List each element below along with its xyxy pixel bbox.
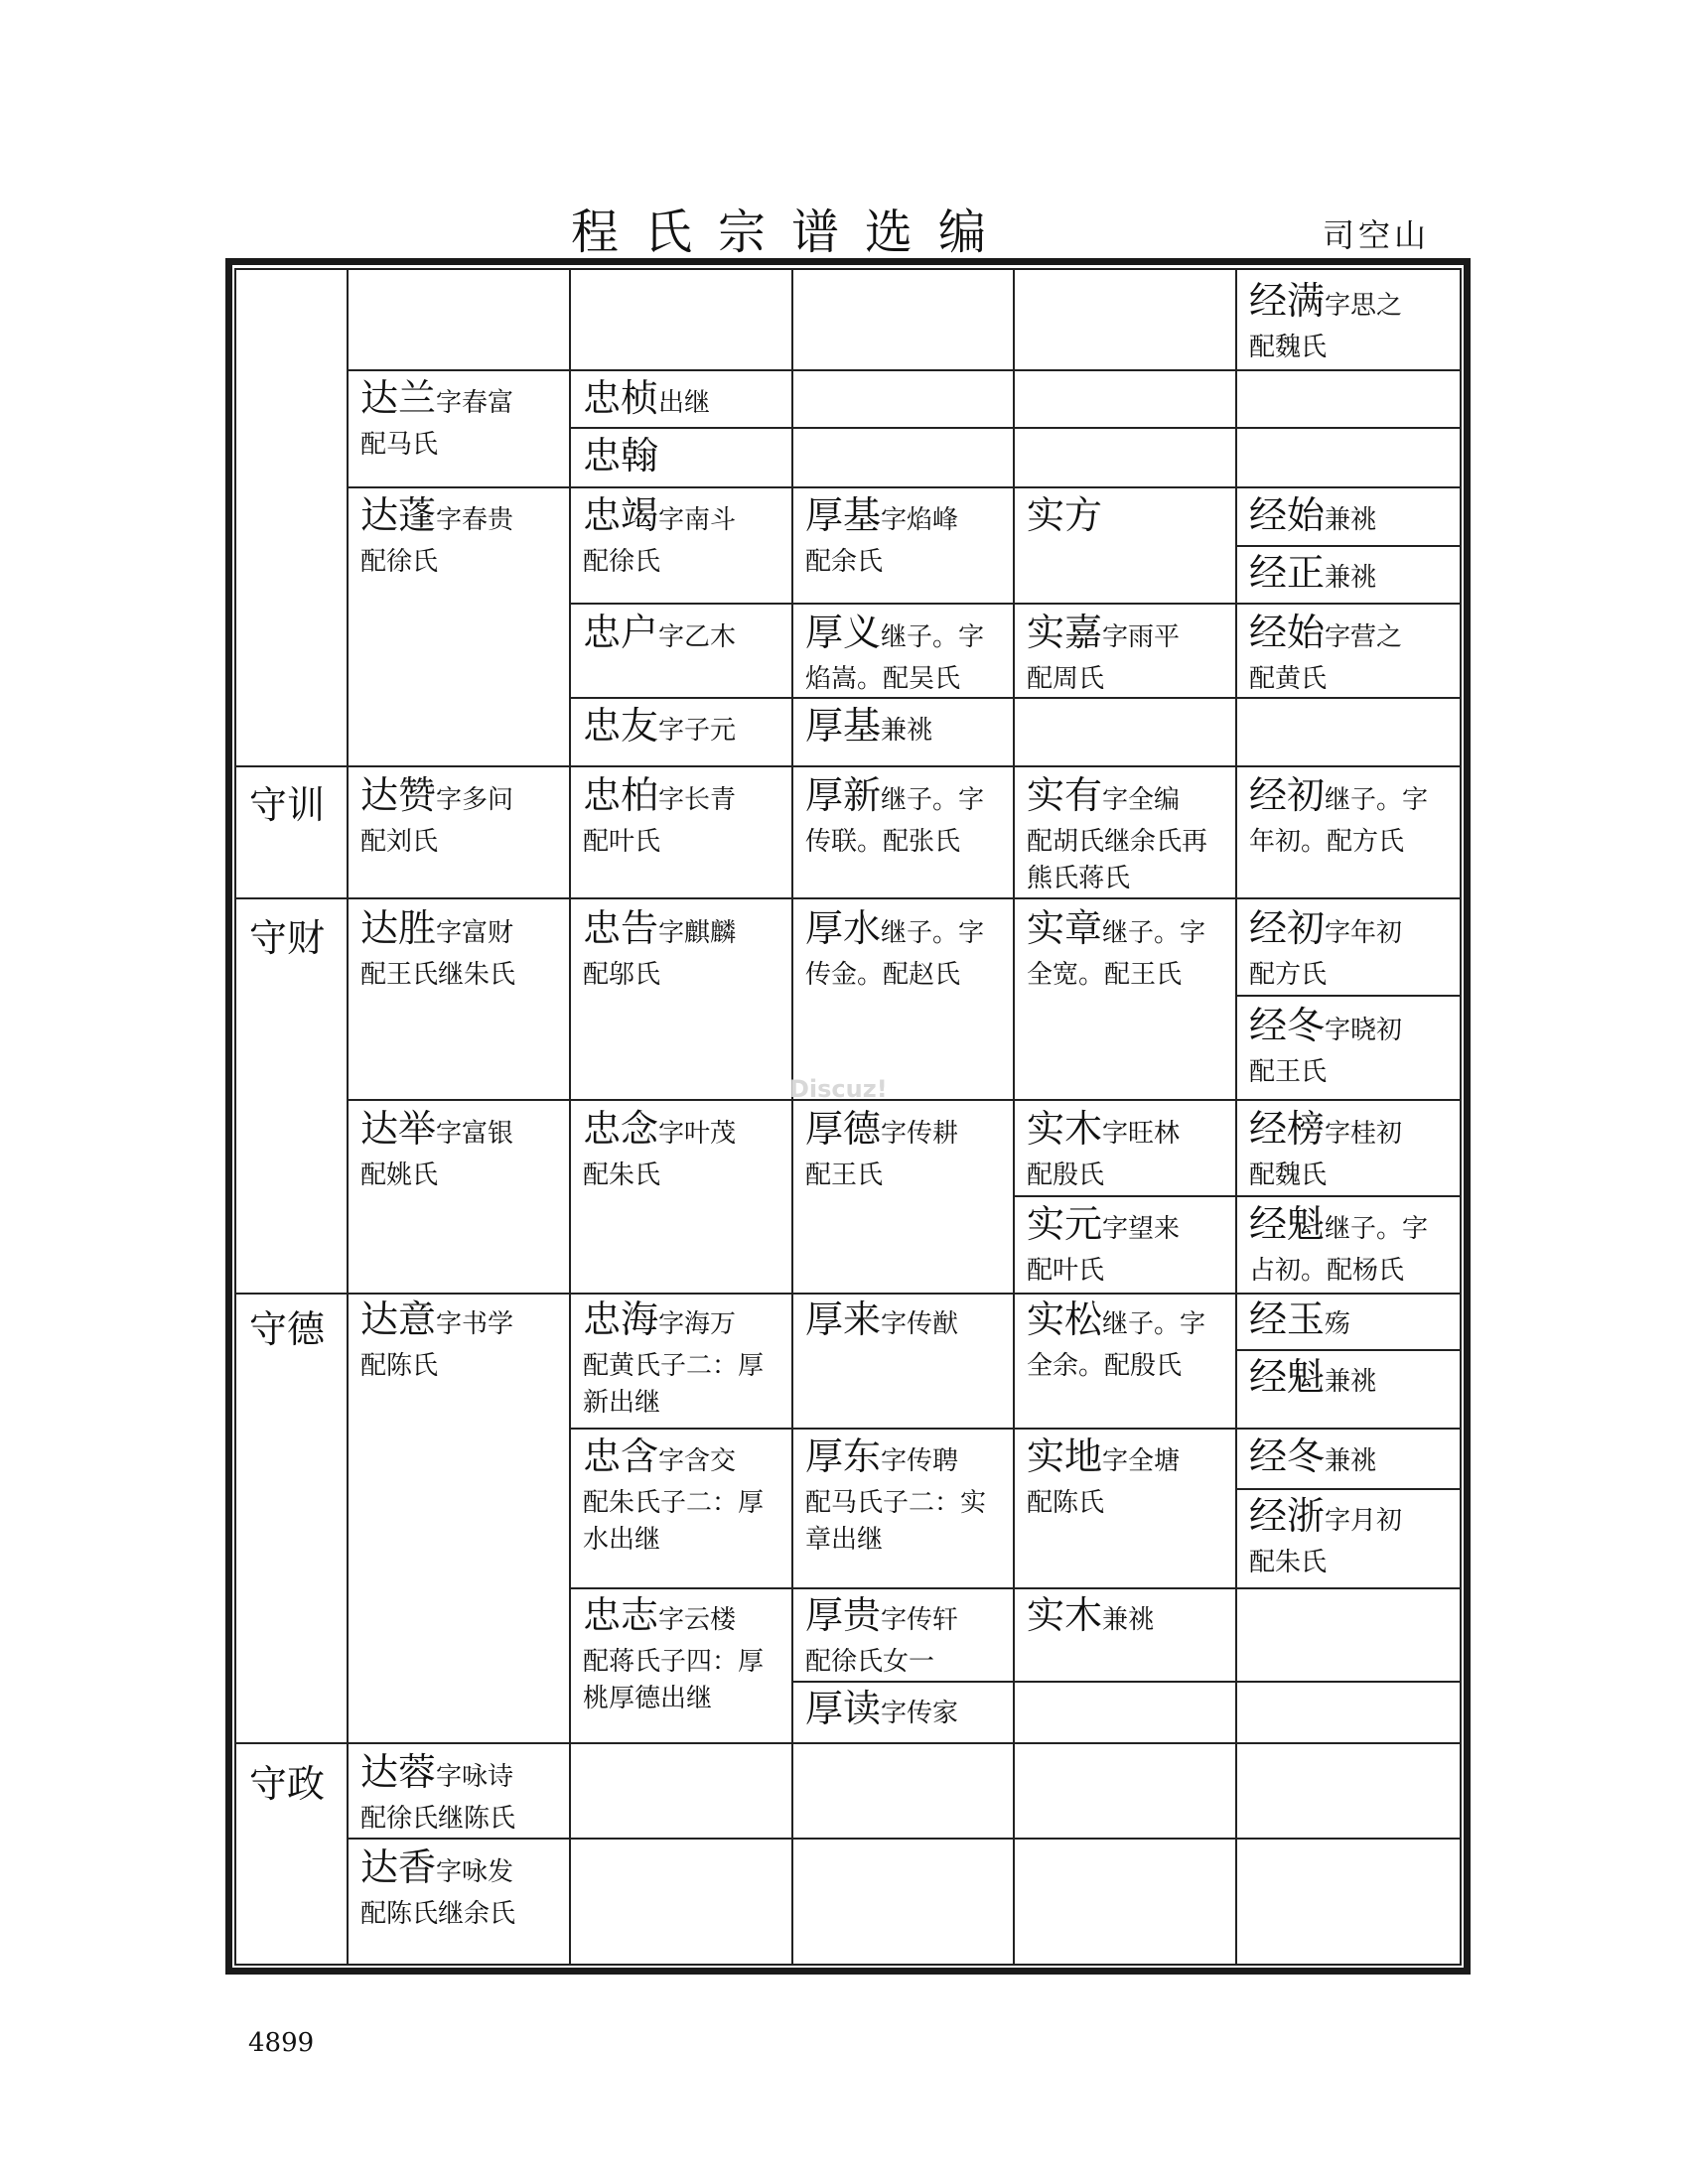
spouse-note: 配叶氏 xyxy=(583,826,661,857)
spouse-note: 配胡氏继余氏再熊氏蒋氏 xyxy=(1027,826,1208,894)
spouse-note: 占初。配杨氏 xyxy=(1249,1255,1405,1286)
courtesy-note: 继子。字 xyxy=(881,918,985,948)
person-name: 经初 xyxy=(1249,906,1326,950)
spouse-note: 配王氏 xyxy=(1249,1056,1328,1087)
spouse-note: 配马氏子二：实章出继 xyxy=(805,1487,987,1556)
person-cell xyxy=(1249,280,1454,366)
person-cell xyxy=(583,435,783,484)
grid-hline xyxy=(569,427,1462,429)
person-name: 厚水 xyxy=(805,906,882,950)
spouse-note: 配朱氏 xyxy=(1249,1547,1328,1577)
person-cell xyxy=(1027,1435,1227,1522)
person-name: 经正 xyxy=(1249,551,1326,595)
courtesy-note: 字全编 xyxy=(1102,785,1181,815)
spouse-note: 配陈氏继余氏 xyxy=(360,1898,516,1929)
person-cell xyxy=(583,1594,783,1718)
spouse-note: 配殷氏 xyxy=(1027,1160,1105,1190)
courtesy-note: 字旺林 xyxy=(1102,1119,1181,1149)
grid-hline xyxy=(234,1742,1462,1744)
person-name: 厚义 xyxy=(805,611,882,654)
person-name: 经始 xyxy=(1249,611,1326,654)
person-cell xyxy=(1027,494,1227,544)
person-cell xyxy=(583,774,783,861)
person-cell xyxy=(1027,1108,1227,1194)
spouse-note: 配蒋氏子四：厚桃厚德出继 xyxy=(583,1646,765,1714)
courtesy-note: 兼祧 xyxy=(1325,505,1377,535)
person-cell xyxy=(1027,1203,1227,1290)
courtesy-note: 继子。字 xyxy=(1325,785,1429,815)
person-cell xyxy=(1027,774,1227,898)
courtesy-note: 殇 xyxy=(1325,1309,1351,1339)
person-name: 实章 xyxy=(1027,906,1103,950)
spouse-note: 配陈氏 xyxy=(360,1350,439,1381)
person-name: 达举 xyxy=(360,1107,437,1151)
person-cell xyxy=(1249,1435,1454,1485)
person-cell xyxy=(1027,1594,1227,1644)
person-name: 厚贵 xyxy=(805,1593,882,1637)
courtesy-note: 字南斗 xyxy=(658,505,737,535)
courtesy-note: 字麒麟 xyxy=(658,918,737,948)
gen-name-shoucai: 守财 xyxy=(249,916,326,960)
person-name: 达兰 xyxy=(360,376,437,420)
courtesy-note: 字海万 xyxy=(658,1309,737,1339)
person-cell xyxy=(583,705,783,754)
courtesy-note: 继子。字 xyxy=(881,785,985,815)
spouse-note: 配朱氏 xyxy=(583,1160,661,1190)
spouse-note: 配王氏 xyxy=(805,1160,884,1190)
courtesy-note: 兼祧 xyxy=(881,716,933,746)
person-cell xyxy=(1249,1495,1454,1581)
spouse-note: 配魏氏 xyxy=(1249,332,1328,362)
courtesy-note: 字多问 xyxy=(436,785,514,815)
person-name: 达香 xyxy=(360,1845,437,1889)
spouse-note: 配徐氏继陈氏 xyxy=(360,1803,516,1834)
person-cell xyxy=(805,1688,1005,1737)
spouse-note: 配马氏 xyxy=(360,429,439,460)
person-name: 经魁 xyxy=(1249,1202,1326,1246)
person-cell xyxy=(583,612,783,661)
person-name: 厚东 xyxy=(805,1434,882,1478)
person-cell xyxy=(805,1108,1005,1194)
grid-vline xyxy=(347,270,349,1964)
person-cell xyxy=(360,494,561,581)
spouse-note: 配徐氏 xyxy=(360,546,439,577)
grid-hline xyxy=(234,897,1462,899)
person-name: 经初 xyxy=(1249,773,1326,817)
spouse-note: 配余氏 xyxy=(805,546,884,577)
courtesy-note: 字云楼 xyxy=(658,1605,737,1635)
person-name: 经榜 xyxy=(1249,1107,1326,1151)
person-name: 实方 xyxy=(1027,493,1103,537)
person-name: 实嘉 xyxy=(1027,611,1103,654)
spouse-note: 配叶氏 xyxy=(1027,1255,1105,1286)
courtesy-note: 字富银 xyxy=(436,1119,514,1149)
person-name: 达胜 xyxy=(360,906,437,950)
person-name: 厚德 xyxy=(805,1107,882,1151)
gen-name-shoude: 守德 xyxy=(249,1307,326,1351)
person-name: 经玉 xyxy=(1249,1297,1326,1341)
page-title: 程氏宗谱选编 xyxy=(571,205,1013,260)
person-cell xyxy=(583,907,783,994)
person-name: 实元 xyxy=(1027,1202,1103,1246)
spouse-note: 焰嵩。配吴氏 xyxy=(805,663,961,694)
courtesy-note: 字传轩 xyxy=(881,1605,959,1635)
person-cell xyxy=(805,1594,1005,1681)
spouse-note: 全宽。配王氏 xyxy=(1027,959,1183,990)
person-name: 实木 xyxy=(1027,1107,1103,1151)
person-cell xyxy=(1249,1356,1454,1406)
person-cell xyxy=(360,1108,561,1194)
person-name: 厚基 xyxy=(805,493,882,537)
courtesy-note: 兼祧 xyxy=(1325,1446,1377,1476)
spouse-note: 配邬氏 xyxy=(583,959,661,990)
courtesy-note: 出继 xyxy=(658,388,711,418)
person-name: 实地 xyxy=(1027,1434,1103,1478)
courtesy-note: 继子。字 xyxy=(1325,1214,1429,1244)
person-name: 达蓉 xyxy=(360,1750,437,1794)
person-cell xyxy=(360,1751,561,1838)
person-cell xyxy=(1249,1005,1454,1091)
spouse-note: 配刘氏 xyxy=(360,826,439,857)
courtesy-note: 字春富 xyxy=(436,388,514,418)
courtesy-note: 字思之 xyxy=(1325,291,1403,321)
person-name: 忠告 xyxy=(583,906,659,950)
person-cell xyxy=(1249,907,1454,994)
spouse-note: 配魏氏 xyxy=(1249,1160,1328,1190)
person-name: 实松 xyxy=(1027,1297,1103,1341)
courtesy-note: 字桂初 xyxy=(1325,1119,1403,1149)
courtesy-note: 字春贵 xyxy=(436,505,514,535)
grid-hline xyxy=(234,765,1462,767)
grid-hline xyxy=(1235,1488,1462,1490)
person-name: 忠柏 xyxy=(583,773,659,817)
spouse-note: 配姚氏 xyxy=(360,1160,439,1190)
person-name: 忠翰 xyxy=(583,434,659,478)
location-label: 司空山 xyxy=(1323,216,1431,254)
grid-hline xyxy=(347,1099,1462,1101)
grid-hline xyxy=(569,603,1462,605)
courtesy-note: 继子。字 xyxy=(881,622,985,652)
courtesy-note: 字晓初 xyxy=(1325,1016,1403,1045)
person-cell xyxy=(360,377,561,464)
spouse-note: 配黄氏子二：厚新出继 xyxy=(583,1350,765,1419)
spouse-note: 配王氏继朱氏 xyxy=(360,959,516,990)
watermark: Discuz! xyxy=(789,1075,888,1103)
courtesy-note: 字传猷 xyxy=(881,1309,959,1339)
courtesy-note: 字乙木 xyxy=(658,622,737,652)
spouse-note: 年初。配方氏 xyxy=(1249,826,1405,857)
person-name: 厚来 xyxy=(805,1297,882,1341)
courtesy-note: 字雨平 xyxy=(1102,622,1181,652)
spouse-note: 配黄氏 xyxy=(1249,663,1328,694)
person-name: 忠志 xyxy=(583,1593,659,1637)
person-cell xyxy=(805,612,1005,698)
person-name: 忠户 xyxy=(583,611,659,654)
page-number: 4899 xyxy=(248,2028,315,2058)
courtesy-note: 字望来 xyxy=(1102,1214,1181,1244)
person-name: 厚新 xyxy=(805,773,882,817)
grid-vline xyxy=(1013,270,1015,1964)
grid-hline xyxy=(347,486,1462,488)
person-name: 忠友 xyxy=(583,704,659,748)
courtesy-note: 兼祧 xyxy=(1102,1605,1155,1635)
person-name: 经浙 xyxy=(1249,1494,1326,1538)
person-name: 达蓬 xyxy=(360,493,437,537)
person-cell xyxy=(805,1435,1005,1560)
grid-hline xyxy=(569,1587,1462,1589)
person-name: 厚读 xyxy=(805,1687,882,1730)
person-cell xyxy=(583,494,783,581)
grid-hline xyxy=(569,1428,1462,1430)
courtesy-note: 字咏诗 xyxy=(436,1762,514,1792)
courtesy-note: 字传家 xyxy=(881,1699,959,1728)
courtesy-note: 兼祧 xyxy=(1325,1367,1377,1397)
person-name: 忠桢 xyxy=(583,376,659,420)
grid-hline xyxy=(1013,1195,1462,1197)
person-name: 经冬 xyxy=(1249,1004,1326,1047)
person-name: 达赞 xyxy=(360,773,437,817)
spouse-note: 配陈氏 xyxy=(1027,1487,1105,1518)
person-cell xyxy=(360,1298,561,1385)
spouse-note: 配周氏 xyxy=(1027,663,1105,694)
spouse-note: 配徐氏 xyxy=(583,546,661,577)
courtesy-note: 字长青 xyxy=(658,785,737,815)
person-cell xyxy=(360,907,561,994)
grid-vline xyxy=(1235,270,1237,1964)
courtesy-note: 字月初 xyxy=(1325,1506,1403,1536)
person-cell xyxy=(1249,1108,1454,1194)
person-name: 经始 xyxy=(1249,493,1326,537)
spouse-note: 传金。配赵氏 xyxy=(805,959,961,990)
courtesy-note: 字全塘 xyxy=(1102,1446,1181,1476)
grid-hline xyxy=(347,369,1462,371)
person-name: 实木 xyxy=(1027,1593,1103,1637)
spouse-note: 配方氏 xyxy=(1249,959,1328,990)
gen-name-shouzheng: 守政 xyxy=(249,1762,326,1806)
person-cell xyxy=(805,494,1005,581)
person-name: 忠竭 xyxy=(583,493,659,537)
person-cell xyxy=(805,907,1005,994)
grid-hline xyxy=(234,1293,1462,1295)
courtesy-note: 字子元 xyxy=(658,716,737,746)
person-cell xyxy=(583,377,783,427)
person-cell xyxy=(360,1846,561,1933)
courtesy-note: 继子。字 xyxy=(1102,918,1206,948)
person-cell xyxy=(583,1298,783,1423)
person-name: 经满 xyxy=(1249,279,1326,323)
person-cell xyxy=(360,774,561,861)
person-name: 厚基 xyxy=(805,704,882,748)
person-cell xyxy=(1249,552,1454,602)
person-name: 实有 xyxy=(1027,773,1103,817)
person-cell xyxy=(1027,907,1227,994)
courtesy-note: 兼祧 xyxy=(1325,563,1377,593)
person-cell xyxy=(1249,1203,1454,1290)
courtesy-note: 继子。字 xyxy=(1102,1309,1206,1339)
person-cell xyxy=(583,1435,783,1560)
person-cell xyxy=(1027,612,1227,698)
grid-vline xyxy=(791,270,793,1964)
courtesy-note: 字焰峰 xyxy=(881,505,959,535)
courtesy-note: 字营之 xyxy=(1325,622,1403,652)
person-name: 忠念 xyxy=(583,1107,659,1151)
person-cell xyxy=(805,705,1005,754)
person-name: 经魁 xyxy=(1249,1355,1326,1399)
courtesy-note: 字书学 xyxy=(436,1309,514,1339)
spouse-note: 传联。配张氏 xyxy=(805,826,961,857)
courtesy-note: 字叶茂 xyxy=(658,1119,737,1149)
person-cell xyxy=(1249,774,1454,861)
person-name: 达意 xyxy=(360,1297,437,1341)
person-cell xyxy=(583,1108,783,1194)
grid-hline xyxy=(1235,545,1462,547)
person-cell xyxy=(805,1298,1005,1348)
spouse-note: 配徐氏女一 xyxy=(805,1646,935,1677)
person-name: 忠含 xyxy=(583,1434,659,1478)
courtesy-note: 字咏发 xyxy=(436,1857,514,1887)
courtesy-note: 字含交 xyxy=(658,1446,737,1476)
person-cell xyxy=(805,774,1005,861)
grid-vline xyxy=(569,270,571,1964)
person-name: 忠海 xyxy=(583,1297,659,1341)
person-cell xyxy=(1249,612,1454,698)
person-cell xyxy=(1027,1298,1227,1385)
courtesy-note: 字富财 xyxy=(436,918,514,948)
spouse-note: 全余。配殷氏 xyxy=(1027,1350,1183,1381)
gen-name-shouxun: 守训 xyxy=(249,783,326,827)
person-cell xyxy=(1249,494,1454,544)
grid-hline xyxy=(1235,995,1462,997)
person-cell xyxy=(1249,1298,1454,1348)
courtesy-note: 字年初 xyxy=(1325,918,1403,948)
spouse-note: 配朱氏子二：厚水出继 xyxy=(583,1487,765,1556)
grid-hline xyxy=(1235,1349,1462,1351)
courtesy-note: 字传聘 xyxy=(881,1446,959,1476)
courtesy-note: 字传耕 xyxy=(881,1119,959,1149)
person-name: 经冬 xyxy=(1249,1434,1326,1478)
